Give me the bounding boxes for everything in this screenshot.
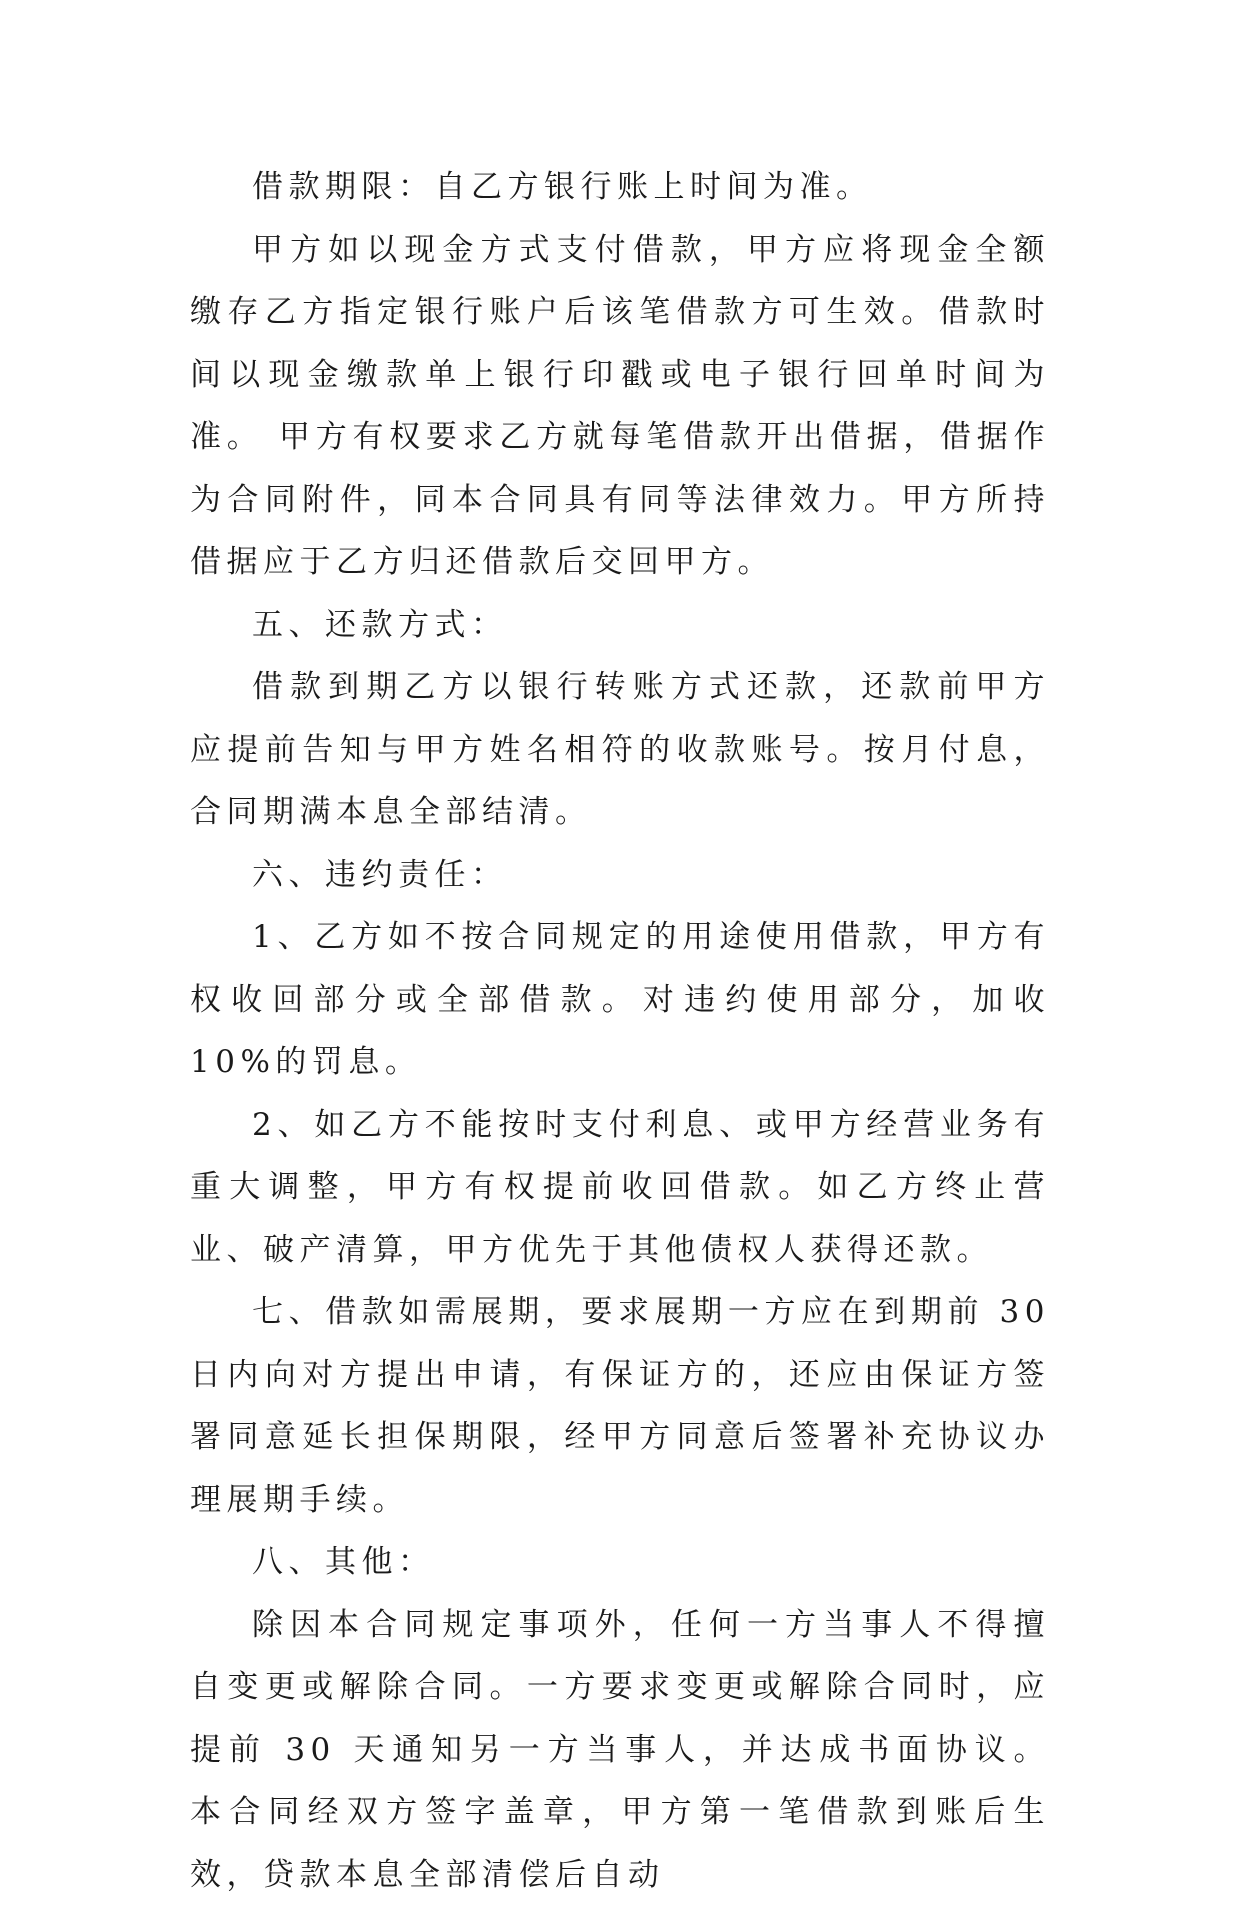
heading-repayment-method: 五、还款方式： [190, 594, 1050, 657]
paragraph-extension: 七、借款如需展期，要求展期一方应在到期前 30 日内向对方提出申请，有保证方的，还应由保证方签署同意延长担保期限，经甲方同意后签署补充协议办理展期手续。 [190, 1281, 1050, 1531]
paragraph-repayment: 借款到期乙方以银行转账方式还款，还款前甲方应提前告知与甲方姓名相符的收款账号。按月付息，合同期满本息全部结清。 [190, 656, 1050, 844]
paragraph-cash-payment: 甲方如以现金方式支付借款，甲方应将现金全额缴存乙方指定银行账户后该笔借款方可生效。借款时间以现金缴款单上银行印戳或电子银行回单时间为准。 甲方有权要求乙方就每笔借款开出借据，借据作为合同附件，同本合同具有同等法律效力。甲方所持借据应于乙方归还借款后交回甲方。 [190, 219, 1050, 594]
paragraph-breach-1: 1、乙方如不按合同规定的用途使用借款，甲方有权收回部分或全部借款。对违约使用部分，加收 10%的罚息。 [190, 906, 1050, 1094]
paragraph-other: 除因本合同规定事项外，任何一方当事人不得擅自变更或解除合同。一方要求变更或解除合同时，应提前 30 天通知另一方当事人，并达成书面协议。 本合同经双方签字盖章，甲方第一笔借款到账后生效，贷款本息全部清偿后自动 [190, 1594, 1050, 1906]
paragraph-loan-term: 借款期限：自乙方银行账上时间为准。 [190, 156, 1050, 219]
heading-other: 八、其他： [190, 1531, 1050, 1594]
document-page [190, 156, 1050, 1906]
paragraph-breach-2: 2、如乙方不能按时支付利息、或甲方经营业务有重大调整，甲方有权提前收回借款。如乙方终止营业、破产清算，甲方优先于其他债权人获得还款。 [190, 1094, 1050, 1282]
heading-breach-liability: 六、违约责任： [190, 844, 1050, 907]
